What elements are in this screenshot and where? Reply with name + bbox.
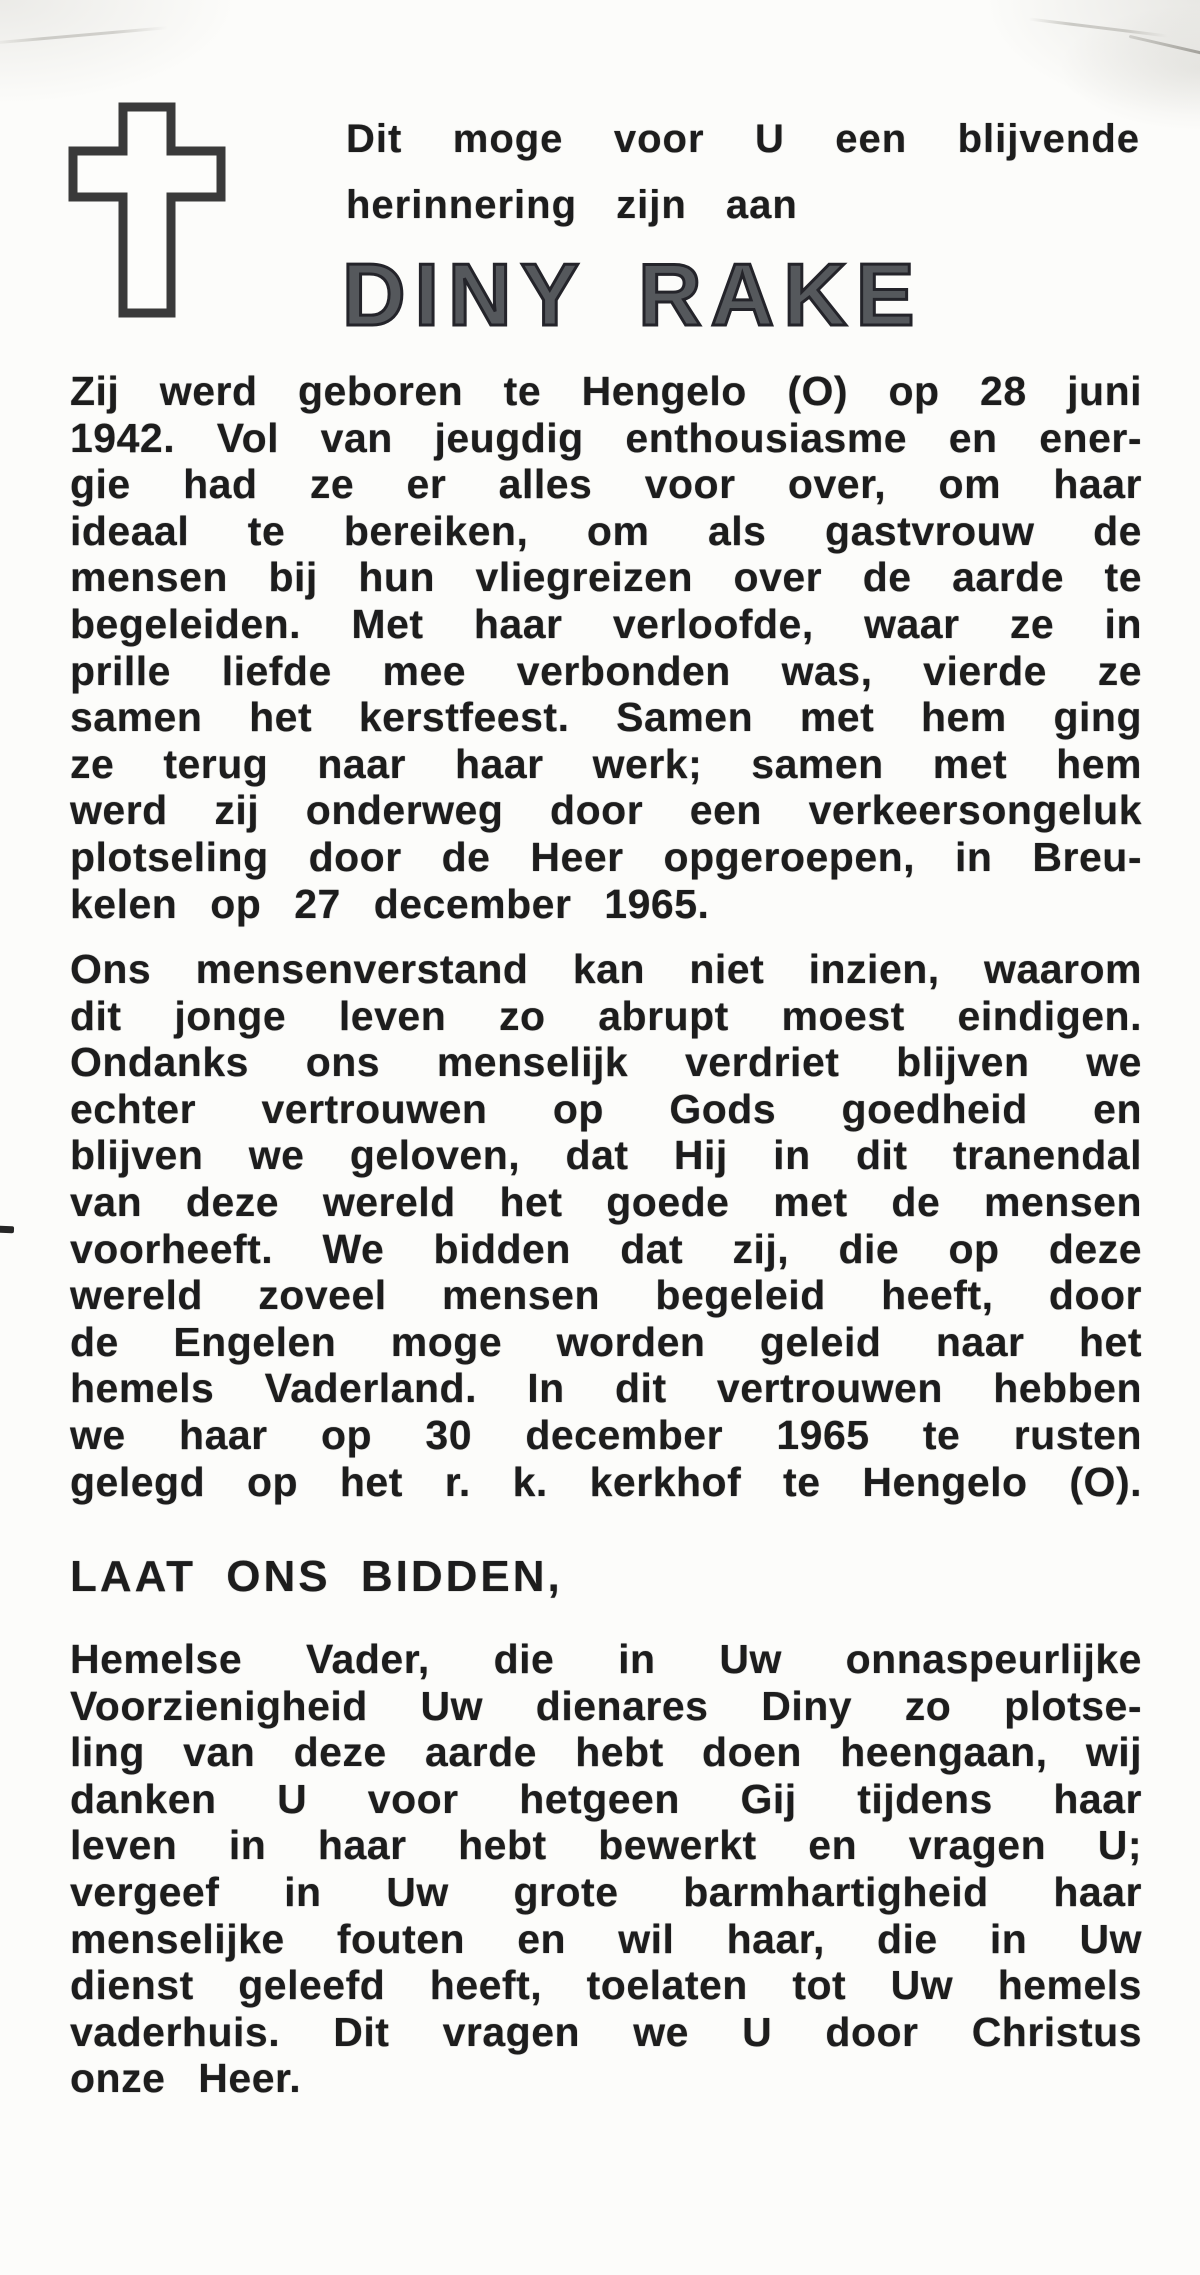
text-line: leven in haar hebt bewerkt en vragen U; (70, 1822, 1142, 1869)
text-line: mensen bij hun vliegreizen over de aarde te (70, 554, 1142, 601)
text-line: wereld zoveel mensen begeleid heeft, door (70, 1272, 1142, 1319)
header-line: Dit moge voor U een blijvende (346, 117, 1140, 161)
text-line: we haar op 30 december 1965 te rusten (70, 1411, 1142, 1458)
text-line: onze Heer. (70, 2055, 302, 2102)
deceased-name-title: DINY RAKE (342, 245, 924, 344)
text-line: dienst geleefd heeft, toelaten tot Uw hemels (70, 1962, 1142, 2009)
text-line: dit jonge leven zo abrupt moest eindigen. (70, 992, 1142, 1039)
text-line: werd zij onderweg door een verkeersongeluk (70, 787, 1142, 834)
text-line: gelegd op het r. k. kerkhof te Hengelo (O). (70, 1458, 1142, 1505)
life-story-paragraph-2 (70, 946, 1142, 1505)
text-line: begeleiden. Met haar verloofde, waar ze in (70, 600, 1142, 647)
header-line: herinnering zijn aan (346, 183, 798, 227)
text-line: Voorzienigheid Uw dienares Diny zo plotse- (70, 1682, 1142, 1729)
text-line: kelen op 27 december 1965. (70, 880, 710, 927)
paper-crease (1129, 35, 1200, 56)
text-line: voorheeft. We bidden dat zij, die op deze (70, 1225, 1142, 1272)
text-line: Ondanks ons menselijk verdriet blijven we (70, 1039, 1142, 1086)
text-line: hemels Vaderland. In dit vertrouwen hebben (70, 1365, 1142, 1412)
text-line: echter vertrouwen op Gods goedheid en (70, 1085, 1142, 1132)
paper-crease (0, 26, 168, 45)
text-line: blijven we geloven, dat Hij in dit tranendal (70, 1132, 1142, 1179)
header-dedication (346, 106, 1140, 238)
paper-crease (1028, 17, 1167, 37)
text-line: 1942. Vol van jeugdig enthousiasme en ener- (70, 414, 1142, 461)
text-line: ze terug naar haar werk; samen met hem (70, 740, 1142, 787)
text-line: Hemelse Vader, die in Uw onnaspeurlijke (70, 1636, 1142, 1682)
text-line: vergeef in Uw grote barmhartigheid haar (70, 1868, 1142, 1915)
text-line: Zij werd geboren te Hengelo (O) op 28 juni (70, 368, 1142, 414)
life-story-paragraph-1 (70, 368, 1142, 927)
text-line: vaderhuis. Dit vragen we U door Christus (70, 2008, 1142, 2055)
text-line: de Engelen moge worden geleid naar het (70, 1318, 1142, 1365)
text-line: Ons mensenverstand kan niet inzien, waarom (70, 946, 1142, 992)
text-line: plotseling door de Heer opgeroepen, in Breu- (70, 833, 1142, 880)
text-line: menselijke fouten en wil haar, die in Uw (70, 1915, 1142, 1962)
text-line: prille liefde mee verbonden was, vierde ze (70, 647, 1142, 694)
latin-cross-icon (68, 102, 226, 318)
prayer-paragraph (70, 1636, 1142, 2102)
text-line: ling van deze aarde hebt doen heengaan, wij (70, 1729, 1142, 1776)
ink-mark (0, 1226, 14, 1234)
text-line: ideaal te bereiken, om als gastvrouw de (70, 507, 1142, 554)
prayer-heading: LAAT ONS BIDDEN, (70, 1552, 563, 1601)
text-line: gie had ze er alles voor over, om haar (70, 461, 1142, 508)
text-line: danken U voor hetgeen Gij tijdens haar (70, 1775, 1142, 1822)
text-line: samen het kerstfeest. Samen met hem ging (70, 694, 1142, 741)
text-line: van deze wereld het goede met de mensen (70, 1178, 1142, 1225)
